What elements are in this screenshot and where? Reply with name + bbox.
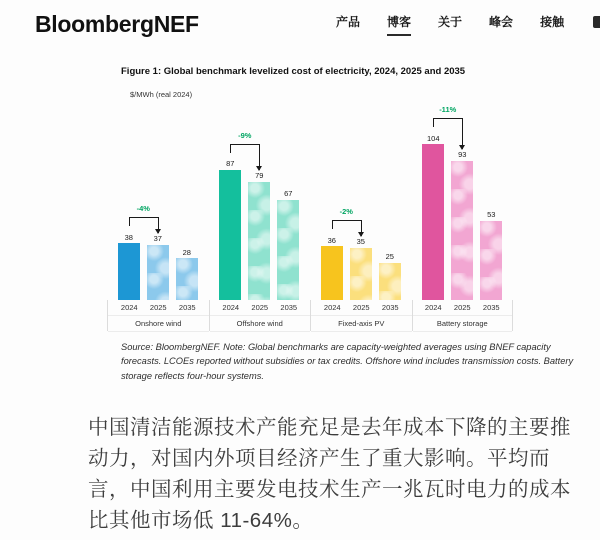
year-labels-offshore-wind <box>210 300 311 316</box>
year-tick-label: 2025 <box>251 303 269 312</box>
bar-onshore-wind-2024 <box>118 243 140 300</box>
barwrap-fixed-axis-pv-2024 <box>321 237 343 301</box>
axis-offshore-wind <box>209 300 311 331</box>
barwrap-fixed-axis-pv-2035 <box>379 253 401 300</box>
chart-group-offshore-wind <box>209 100 311 332</box>
year-tick-label: 2024 <box>323 303 341 312</box>
year-tick-label: 2024 <box>424 303 442 312</box>
year-tick-label: 2035 <box>381 303 399 312</box>
bracket-left-leg <box>332 220 333 229</box>
group-name-label-onshore-wind: Onshore wind <box>108 316 209 332</box>
bar-value-label: 25 <box>385 252 394 261</box>
nav-item-峰会[interactable]: 峰会 <box>489 14 514 29</box>
bracket-arrow-down-icon <box>358 232 364 237</box>
bracket-topline <box>433 118 462 119</box>
plot-area-offshore-wind <box>209 100 311 300</box>
bar-value-label: 87 <box>226 159 235 168</box>
barwrap-battery-storage-2024 <box>422 135 444 301</box>
bracket-topline <box>129 217 158 218</box>
bar-fixed-axis-pv-2025 <box>350 248 372 301</box>
group-name-label-battery-storage: Battery storage <box>413 316 513 332</box>
axis-onshore-wind <box>107 300 209 331</box>
year-tick-label: 2025 <box>352 303 370 312</box>
barwrap-onshore-wind-2025 <box>147 235 169 300</box>
year-tick-label: 2025 <box>453 303 471 312</box>
chart-source-note: Source: BloombergNEF. Note: Global benchmarks are capacity-weighted averages using BNEF capacity forecasts. LCOEs reported without subsidies or tax credits. Offshore wind includes transmission costs. Battery storage reflects four-hour systems. <box>121 342 574 381</box>
year-tick-label: 2035 <box>280 303 298 312</box>
bars-fixed-axis-pv <box>310 237 412 301</box>
change-pct-label: -4% <box>136 204 150 213</box>
bar-fixed-axis-pv-2024 <box>321 246 343 300</box>
bars-battery-storage <box>412 135 514 301</box>
plot-area-onshore-wind <box>107 100 209 300</box>
bracket-topline <box>230 144 259 145</box>
bracket-topline <box>332 220 361 221</box>
year-tick-label: 2035 <box>482 303 500 312</box>
barwrap-offshore-wind-2024 <box>219 160 241 300</box>
nav-item-产品[interactable]: 产品 <box>336 14 361 29</box>
nav-item-接触[interactable]: 接触 <box>540 14 565 29</box>
chart-group-fixed-axis-pv <box>310 100 412 332</box>
nav-item-关于[interactable]: 关于 <box>438 14 463 29</box>
bar-battery-storage-2025 <box>451 161 473 301</box>
change-pct-label: -11% <box>439 105 457 114</box>
barwrap-offshore-wind-2025 <box>248 172 270 300</box>
year-tick-label: 2024 <box>222 303 240 312</box>
year-tick-label: 2035 <box>178 303 196 312</box>
bar-value-label: 37 <box>153 234 162 243</box>
figure-title: Figure 1: Global benchmark levelized cost of electricity, 2024, 2025 and 2035 <box>121 66 466 77</box>
bracket-arrow-down-icon <box>155 229 161 234</box>
barwrap-battery-storage-2035 <box>480 211 502 300</box>
chart-unit-label: $/MWh (real 2024) <box>130 90 193 99</box>
change-pct-label: -2% <box>339 207 353 216</box>
bar-offshore-wind-2024 <box>219 170 241 301</box>
bar-onshore-wind-2035 <box>176 258 198 300</box>
bar-battery-storage-2035 <box>480 221 502 301</box>
bars-onshore-wind <box>107 234 209 301</box>
bar-onshore-wind-2025 <box>147 245 169 301</box>
lcoe-bar-chart <box>107 100 513 332</box>
bracket-arrow-down-icon <box>256 166 262 171</box>
change-pct-label: -9% <box>238 130 252 140</box>
chart-group-onshore-wind <box>107 100 209 332</box>
axis-fixed-axis-pv <box>310 300 412 331</box>
bracket-left-leg <box>129 217 130 226</box>
barwrap-offshore-wind-2035 <box>277 190 299 300</box>
bar-value-label: 36 <box>327 235 336 245</box>
barwrap-fixed-axis-pv-2025 <box>350 238 372 300</box>
bar-value-label: 79 <box>255 171 264 180</box>
bracket-left-leg <box>230 144 231 153</box>
chart-group-battery-storage <box>412 100 514 332</box>
bar-offshore-wind-2035 <box>277 200 299 301</box>
article-paragraph: 中国清洁能源技术产能充足是去年成本下降的主要推动力，对国内外项目经济产生了重大影响。平均而言，中国利用主要发电技术生产一兆瓦时电力的成本比其他市场低 11-64%。 <box>88 416 571 532</box>
truncated-nav-icon[interactable] <box>593 16 600 28</box>
axis-battery-storage <box>412 300 514 331</box>
group-name-label-offshore-wind: Offshore wind <box>210 316 311 332</box>
bar-value-label: 35 <box>356 237 365 246</box>
bar-value-label: 93 <box>458 150 467 159</box>
nav-item-博客[interactable]: 博客 <box>387 13 411 36</box>
year-tick-label: 2024 <box>120 303 138 312</box>
year-labels-fixed-axis-pv <box>311 300 412 316</box>
bar-value-label: 38 <box>124 232 133 242</box>
year-labels-onshore-wind <box>108 300 209 316</box>
barwrap-onshore-wind-2024 <box>118 234 140 301</box>
bar-fixed-axis-pv-2035 <box>379 263 401 301</box>
site-header <box>0 0 600 48</box>
barwrap-battery-storage-2025 <box>451 151 473 300</box>
bar-offshore-wind-2025 <box>248 182 270 301</box>
bars-offshore-wind <box>209 160 311 300</box>
barwrap-onshore-wind-2035 <box>176 249 198 301</box>
bar-value-label: 104 <box>426 133 440 143</box>
plot-area-battery-storage <box>412 100 514 300</box>
year-tick-label: 2025 <box>149 303 167 312</box>
bracket-left-leg <box>433 118 434 127</box>
site-logo[interactable]: BloombergNEF <box>35 11 199 37</box>
bar-value-label: 28 <box>182 247 191 257</box>
plot-area-fixed-axis-pv <box>310 100 412 300</box>
year-labels-battery-storage <box>413 300 513 316</box>
bar-battery-storage-2024 <box>422 144 444 300</box>
bar-value-label: 67 <box>284 189 293 198</box>
group-name-label-fixed-axis-pv: Fixed-axis PV <box>311 316 412 332</box>
main-nav <box>336 0 564 48</box>
bar-value-label: 53 <box>487 210 496 219</box>
bracket-arrow-down-icon <box>459 145 465 150</box>
